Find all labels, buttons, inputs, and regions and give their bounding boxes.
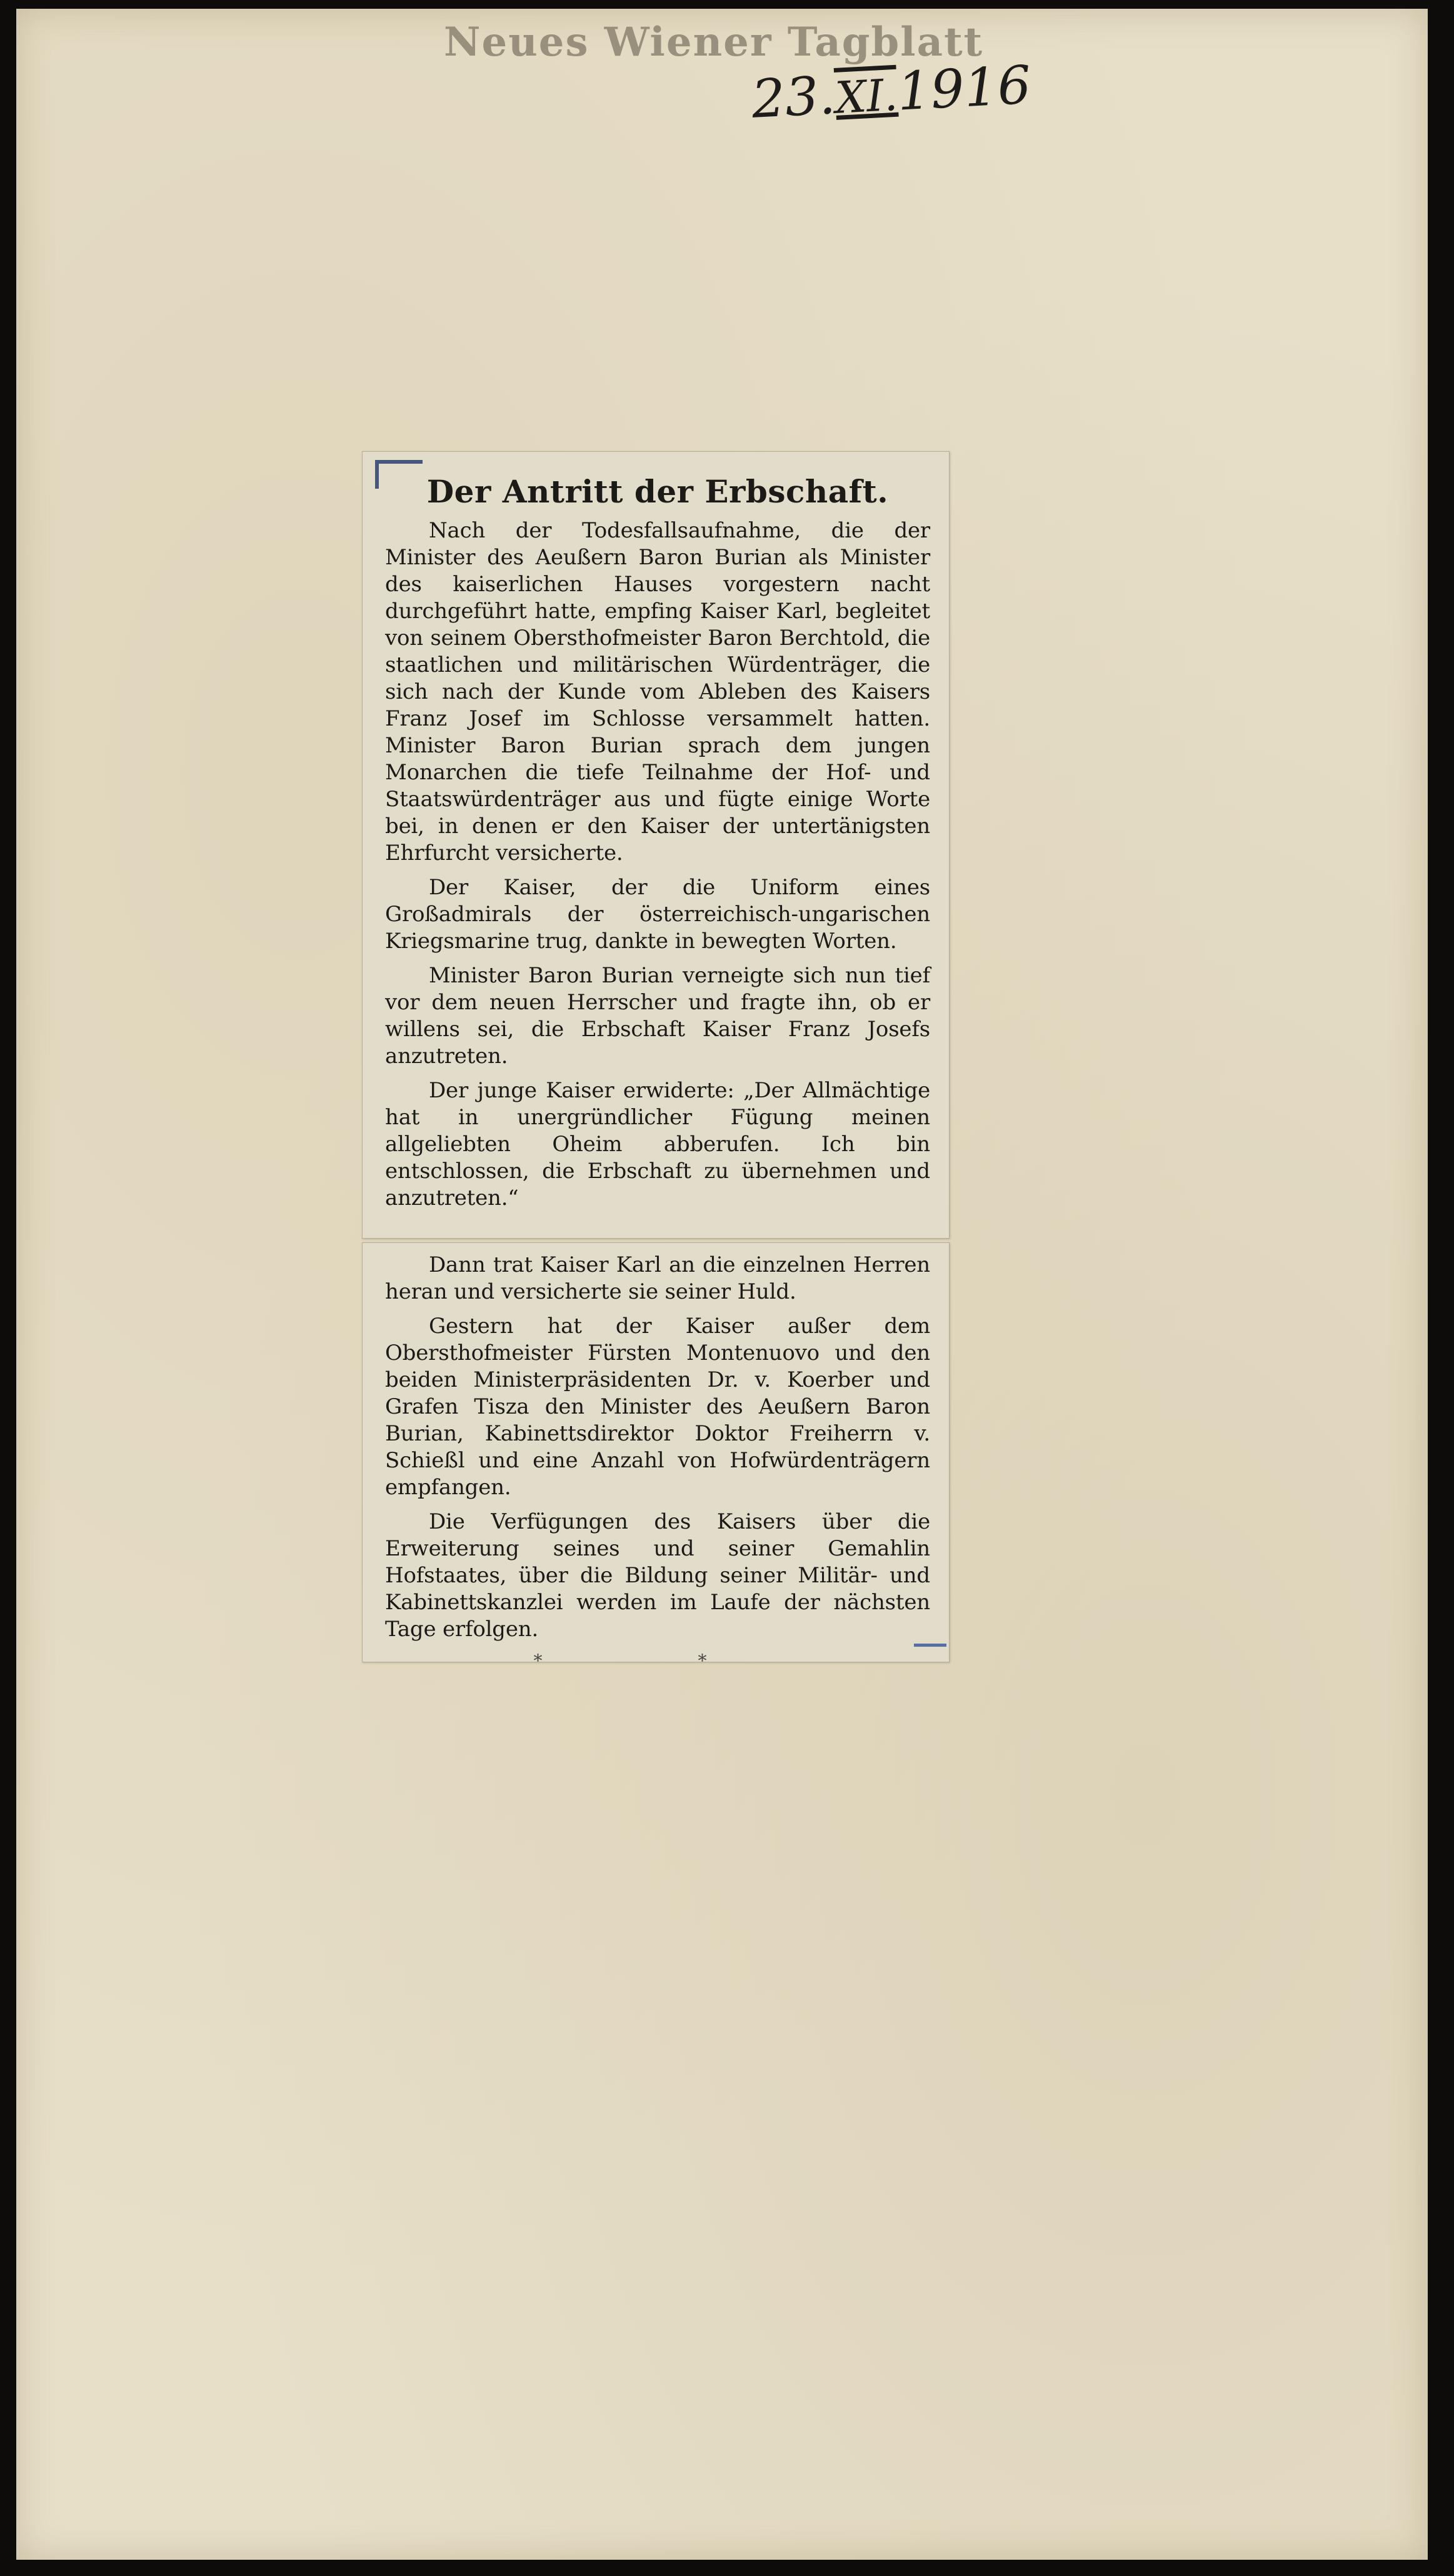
- blue-pencil-mark: [375, 460, 423, 489]
- article-headline: Der Antritt der Erbschaft.: [426, 473, 889, 510]
- newspaper-clipping-top: [362, 451, 950, 1239]
- newspaper-stamp: Neues Wiener Tagblatt: [444, 19, 984, 66]
- article-paragraph: Dann trat Kaiser Karl an die einzelnen Herren heran und versicherte sie seiner Huld.: [385, 1252, 930, 1304]
- article-paragraph: Minister Baron Burian verneigte sich nun tief vor dem neuen Herrscher und fragte ihn, ob er willens sei, die Erbschaft Kaiser Franz Josefs anzutreten.: [385, 962, 930, 1069]
- newspaper-clipping-bottom: [362, 1242, 950, 1671]
- date-year: 1916: [896, 54, 1033, 122]
- article-paragraph: Der Kaiser, der die Uniform eines Großadmirals der österreichisch-ungarischen Kriegsmarine trug, dankte in bewegten Worten.: [385, 874, 930, 954]
- blue-pencil-mark: [914, 1644, 946, 1647]
- date-month: XI.: [834, 69, 899, 124]
- article-paragraph: Gestern hat der Kaiser außer dem Obersthofmeister Fürsten Montenuovo und den beiden Ministerpräsidenten Dr. v. Koerber und Grafen Tisza den Minister des Aeußern Baron Burian, Kabinettsdirektor Doktor Freiherrn v. Schießl und eine Anzahl von Hofwürdenträgern empfangen.: [385, 1314, 930, 1500]
- date-day: 23.: [750, 64, 837, 130]
- end-mark: * *: [533, 1650, 782, 1671]
- article-paragraph: Der junge Kaiser erwiderte: „Der Allmächtige hat in unergründlicher Fügung meinen allgeliebten Oheim abberufen. Ich bin entschlossen, die Erbschaft zu übernehmen und anzutreten.“: [385, 1077, 930, 1211]
- article-paragraph: Nach der Todesfallsaufnahme, die der Minister des Aeußern Baron Burian als Minister des kaiserlichen Hauses vorgestern nacht durchgeführt hatte, empfing Kaiser Karl, begleitet von seinem Obersthofmeister Baron Berchtold, die staatlichen und militärischen Würdenträger, die sich nach der Kunde vom Ableben des Kaisers Franz Josef im Schlosse versammelt hatten. Minister Baron Burian sprach dem jungen Monarchen die tiefe Teilnahme der Hof- und Staatswürdenträger aus und fügte einige Worte bei, in denen er den Kaiser der untertänigsten Ehrfurcht versicherte.: [385, 517, 930, 866]
- article-paragraph: Die Verfügungen des Kaisers über die Erweiterung seines und seiner Gemahlin Hofstaates, über die Bildung seiner Militär- und Kabinettskanzlei werden im Laufe der nächsten Tage erfolgen.: [385, 1509, 930, 1642]
